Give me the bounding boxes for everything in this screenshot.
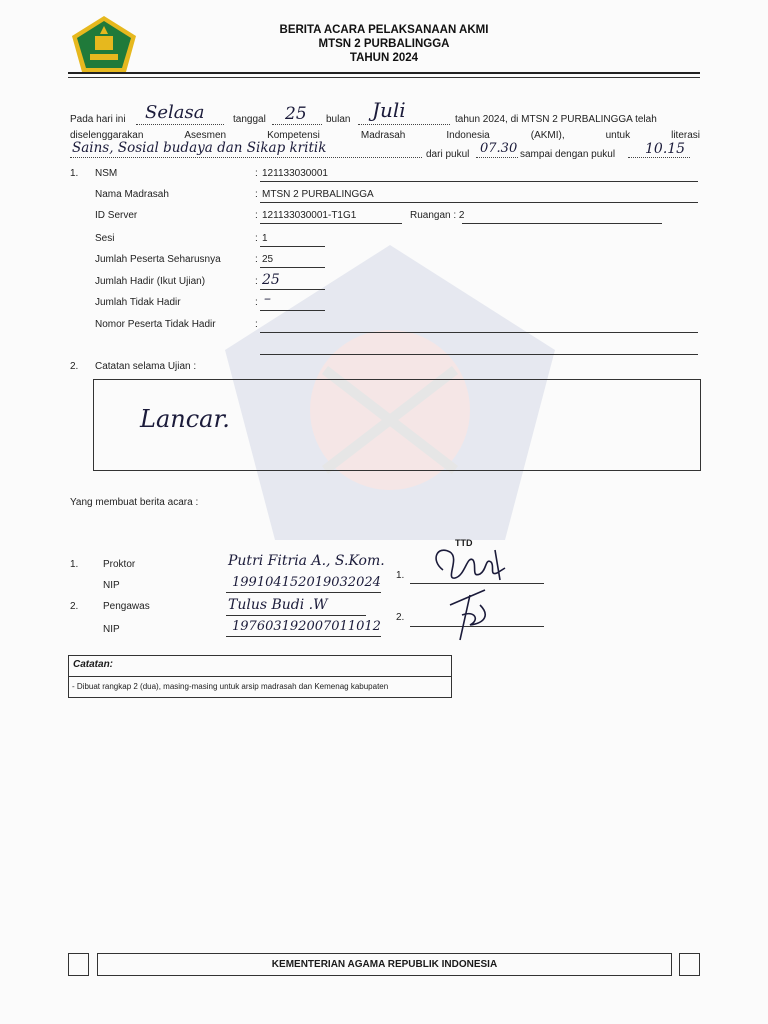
pengawas-nip-label: NIP (103, 624, 120, 635)
sesi-label: Sesi (95, 233, 115, 244)
hari-value: Selasa (145, 102, 205, 123)
sampai-label: sampai dengan pukul (520, 149, 616, 160)
footer-right-square (679, 953, 700, 976)
proktor-role: Proktor (103, 559, 136, 570)
nama-madrasah-label: Nama Madrasah (95, 189, 169, 200)
hari-dots (136, 124, 224, 125)
title-line-3: TAHUN 2024 (349, 52, 419, 64)
footer-left-square (68, 953, 89, 976)
id-server-colon: : (255, 210, 258, 221)
jumlah-hadir-value: 25 (262, 272, 280, 288)
nsm-value: 121133030001 (262, 168, 328, 179)
pengawas-nip: 197603192007011012 (232, 619, 381, 634)
proktor-name: Putri Fitria A., S.Kom. (228, 553, 385, 569)
pengawas-name-line (226, 615, 366, 616)
ruangan-line (462, 223, 662, 224)
jumlah-tidak-hadir-value: – (264, 291, 271, 307)
jumlah-seharusnya-value: 25 (262, 254, 274, 265)
catatan-title: Catatan: (73, 659, 114, 670)
nsm-label: NSM (95, 168, 118, 179)
tahun-text: tahun 2024, di MTSN 2 PURBALINGGA telah (455, 114, 657, 125)
catatan-ujian-note: Lancar. (140, 405, 230, 433)
nomor-tidak-hadir-line-2 (260, 354, 698, 355)
catatan-text: - Dibuat rangkap 2 (dua), masing-masing untuk arsip madrasah dan Kemenag kabupaten (72, 682, 389, 691)
pembuat-label: Yang membuat berita acara : (70, 497, 199, 508)
title-line-2: MTSN 2 PURBALINGGA (318, 38, 450, 50)
pengawas-nip-line (226, 636, 381, 637)
sesi-colon: : (255, 233, 258, 244)
jumlah-hadir-line (260, 289, 325, 290)
dari-pukul-dots (476, 157, 518, 158)
jumlah-seharusnya-label: Jumlah Peserta Seharusnya (95, 254, 221, 265)
ruangan-label: Ruangan : 2 (410, 210, 465, 221)
nama-madrasah-value: MTSN 2 PURBALINGGA (262, 189, 374, 200)
literasi-dots (70, 157, 422, 158)
jumlah-tidak-hadir-label: Jumlah Tidak Hadir (95, 297, 181, 308)
id-server-line (260, 223, 402, 224)
word-untuk: untuk (605, 130, 631, 141)
pengawas-number: 2. (70, 601, 79, 612)
section-1-number: 1. (70, 168, 79, 179)
pengawas-name: Tulus Budi .W (228, 597, 328, 613)
word-literasi: literasi (671, 130, 700, 141)
bulan-dots (358, 124, 450, 125)
jumlah-seharusnya-colon: : (255, 254, 258, 265)
pengawas-role: Pengawas (103, 601, 150, 612)
literasi-value: Sains, Sosial budaya dan Sikap kritik (72, 140, 327, 156)
footer-text: KEMENTERIAN AGAMA REPUBLIK INDONESIA (271, 959, 498, 970)
pengawas-signature (440, 585, 500, 643)
proktor-nip: 199104152019032024 (232, 575, 381, 590)
word-madrasah: Madrasah (360, 130, 406, 141)
pengawas-sign-number: 2. (396, 612, 405, 623)
proktor-sign-number: 1. (396, 570, 405, 581)
word-diselenggarakan: diselenggarakan (70, 130, 144, 141)
proktor-nip-label: NIP (103, 580, 120, 591)
section-2-number: 2. (70, 361, 79, 372)
jumlah-hadir-label: Jumlah Hadir (Ikut Ujian) (95, 276, 206, 287)
header-rule-thin (68, 77, 700, 78)
bulan-value: Juli (372, 98, 406, 122)
jumlah-tidak-hadir-colon: : (255, 297, 258, 308)
tanggal-label: tanggal (233, 114, 266, 125)
id-server-value: 121133030001-T1G1 (262, 210, 357, 221)
tanggal-dots (272, 124, 322, 125)
sesi-value: 1 (262, 233, 268, 244)
jumlah-seharusnya-line (260, 267, 325, 268)
catatan-divider (68, 676, 452, 677)
header-rule-thick (68, 72, 700, 74)
word-kompetensi: Kompetensi (267, 130, 320, 141)
nomor-tidak-hadir-label: Nomor Peserta Tidak Hadir (95, 319, 216, 330)
sesi-line (260, 246, 325, 247)
nsm-line (260, 181, 698, 182)
jumlah-hadir-colon: : (255, 276, 258, 287)
dari-pukul-label: dari pukul (426, 149, 470, 160)
tanggal-value: 25 (285, 104, 307, 124)
nomor-tidak-hadir-line-1 (260, 332, 698, 333)
catatan-ujian-label: Catatan selama Ujian : (95, 361, 197, 372)
word-indonesia: Indonesia (446, 130, 490, 141)
nsm-colon: : (255, 168, 258, 179)
nomor-tidak-hadir-colon: : (255, 319, 258, 330)
id-server-label: ID Server (95, 210, 138, 221)
dari-pukul-value: 07.30 (480, 141, 518, 156)
ttd-label: TTD (455, 538, 473, 548)
bulan-label: bulan (326, 114, 351, 125)
proktor-number: 1. (70, 559, 79, 570)
title-line-1: BERITA ACARA PELAKSANAAN AKMI (279, 24, 489, 36)
sampai-pukul-value: 10.15 (645, 141, 686, 157)
word-asesmen: Asesmen (184, 130, 227, 141)
nama-madrasah-line (260, 202, 698, 203)
pada-hari-ini-label: Pada hari ini (70, 114, 126, 125)
sampai-pukul-dots (628, 157, 690, 158)
word-akmi: (AKMI), (530, 130, 565, 141)
jumlah-tidak-hadir-line (260, 310, 325, 311)
nama-madrasah-colon: : (255, 189, 258, 200)
proktor-nip-line (226, 592, 381, 593)
